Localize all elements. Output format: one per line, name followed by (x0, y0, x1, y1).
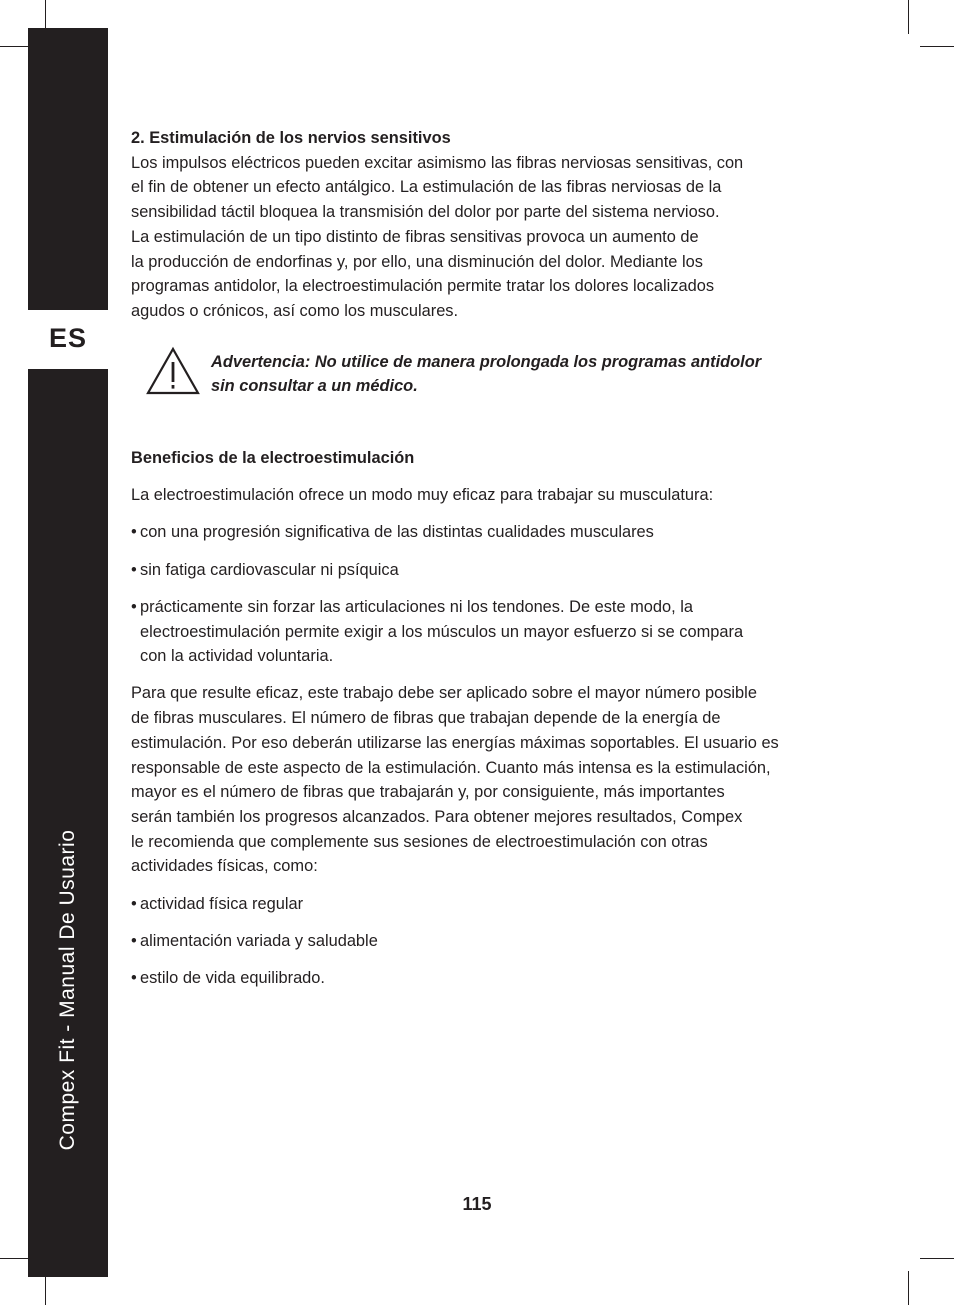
list-item (131, 966, 831, 991)
paragraph-beneficios (131, 681, 831, 879)
list-item-text: estilo de vida equilibrado. (140, 968, 325, 987)
list-item-text: sin fatiga cardiovascular ni psíquica (140, 560, 399, 579)
text-line: Los impulsos eléctricos pueden excitar asimismo las fibras nerviosas sensitivas, con (131, 153, 744, 172)
crop-mark (920, 1258, 954, 1259)
text-line: la producción de endorfinas y, por ello, una disminución del dolor. Mediante los (131, 252, 703, 271)
crop-mark (908, 0, 909, 34)
page-content (131, 126, 831, 991)
text-line: responsable de este aspecto de la estimulación. Cuanto más intensa es la estimulación, (131, 758, 771, 777)
list-item (131, 929, 831, 954)
bullet-icon: • (131, 560, 137, 579)
warning-callout (145, 350, 831, 399)
bullet-icon: • (131, 894, 137, 913)
crop-mark (920, 46, 954, 47)
text-line: estimulación. Por eso deberán utilizarse las energías máximas soportables. El usuario es (131, 733, 779, 752)
warning-text (211, 350, 761, 399)
crop-mark (908, 1271, 909, 1305)
text-line: La estimulación de un tipo distinto de fibras sensitivas provoca un aumento de (131, 227, 699, 246)
list-item-text: actividad física regular (140, 894, 304, 913)
list-item-text: con la actividad voluntaria. (140, 647, 334, 666)
list-item (131, 892, 831, 917)
warning-line: Advertencia: No utilice de manera prolongada los programas antidolor (211, 352, 762, 371)
list-item (131, 558, 831, 583)
intro-text: La electroestimulación ofrece un modo muy eficaz para trabajar su musculatura: (131, 486, 714, 505)
section-heading-beneficios: Beneficios de la electroestimulación (131, 449, 415, 468)
text-line: le recomienda que complemente sus sesiones de electroestimulación con otras (131, 832, 708, 851)
list-item-text: electroestimulación permite exigir a los músculos un mayor esfuerzo si se compara (140, 622, 744, 641)
text-line: agudos o crónicos, así como los musculares. (131, 301, 459, 320)
bullet-icon: • (131, 523, 137, 542)
text-line: Para que resulte eficaz, este trabajo debe ser aplicado sobre el mayor número posible (131, 684, 757, 703)
list-item-text: prácticamente sin forzar las articulaciones ni los tendones. De este modo, la (140, 597, 694, 616)
section-heading-nervios: 2. Estimulación de los nervios sensitivos (131, 129, 451, 147)
bullet-icon: • (131, 597, 137, 616)
warning-line: sin consultar a un médico. (211, 377, 418, 396)
warning-triangle-icon (145, 346, 201, 396)
text-line: sensibilidad táctil bloquea la transmisión del dolor por parte del sistema nervioso. (131, 203, 720, 222)
text-line: actividades físicas, como: (131, 857, 318, 876)
text-line: serán también los progresos alcanzados. Para obtener mejores resultados, Compex (131, 807, 743, 826)
paragraph-nervios (131, 151, 831, 324)
page-number: 115 (462, 1194, 492, 1214)
language-tag: ES (48, 323, 88, 353)
text-line: programas antidolor, la electroestimulación permite tratar los dolores localizados (131, 277, 715, 296)
list-item-text: con una progresión significativa de las distintas cualidades musculares (140, 523, 654, 542)
list-item-text: alimentación variada y saludable (140, 931, 378, 950)
sidebar-band-top (28, 28, 108, 310)
bullet-icon: • (131, 931, 137, 950)
text-line: el fin de obtener un efecto antálgico. La estimulación de las fibras nerviosas de la (131, 178, 722, 197)
text-line: de fibras musculares. El número de fibras que trabajan depende de la energía de (131, 709, 721, 728)
bullet-icon: • (131, 968, 137, 987)
list-item (131, 595, 831, 669)
manual-title: Compex Fit - Manual De Usuario (56, 829, 79, 1151)
list-item (131, 520, 831, 545)
text-line: mayor es el número de fibras que trabajarán y, por consiguiente, más importantes (131, 783, 725, 802)
